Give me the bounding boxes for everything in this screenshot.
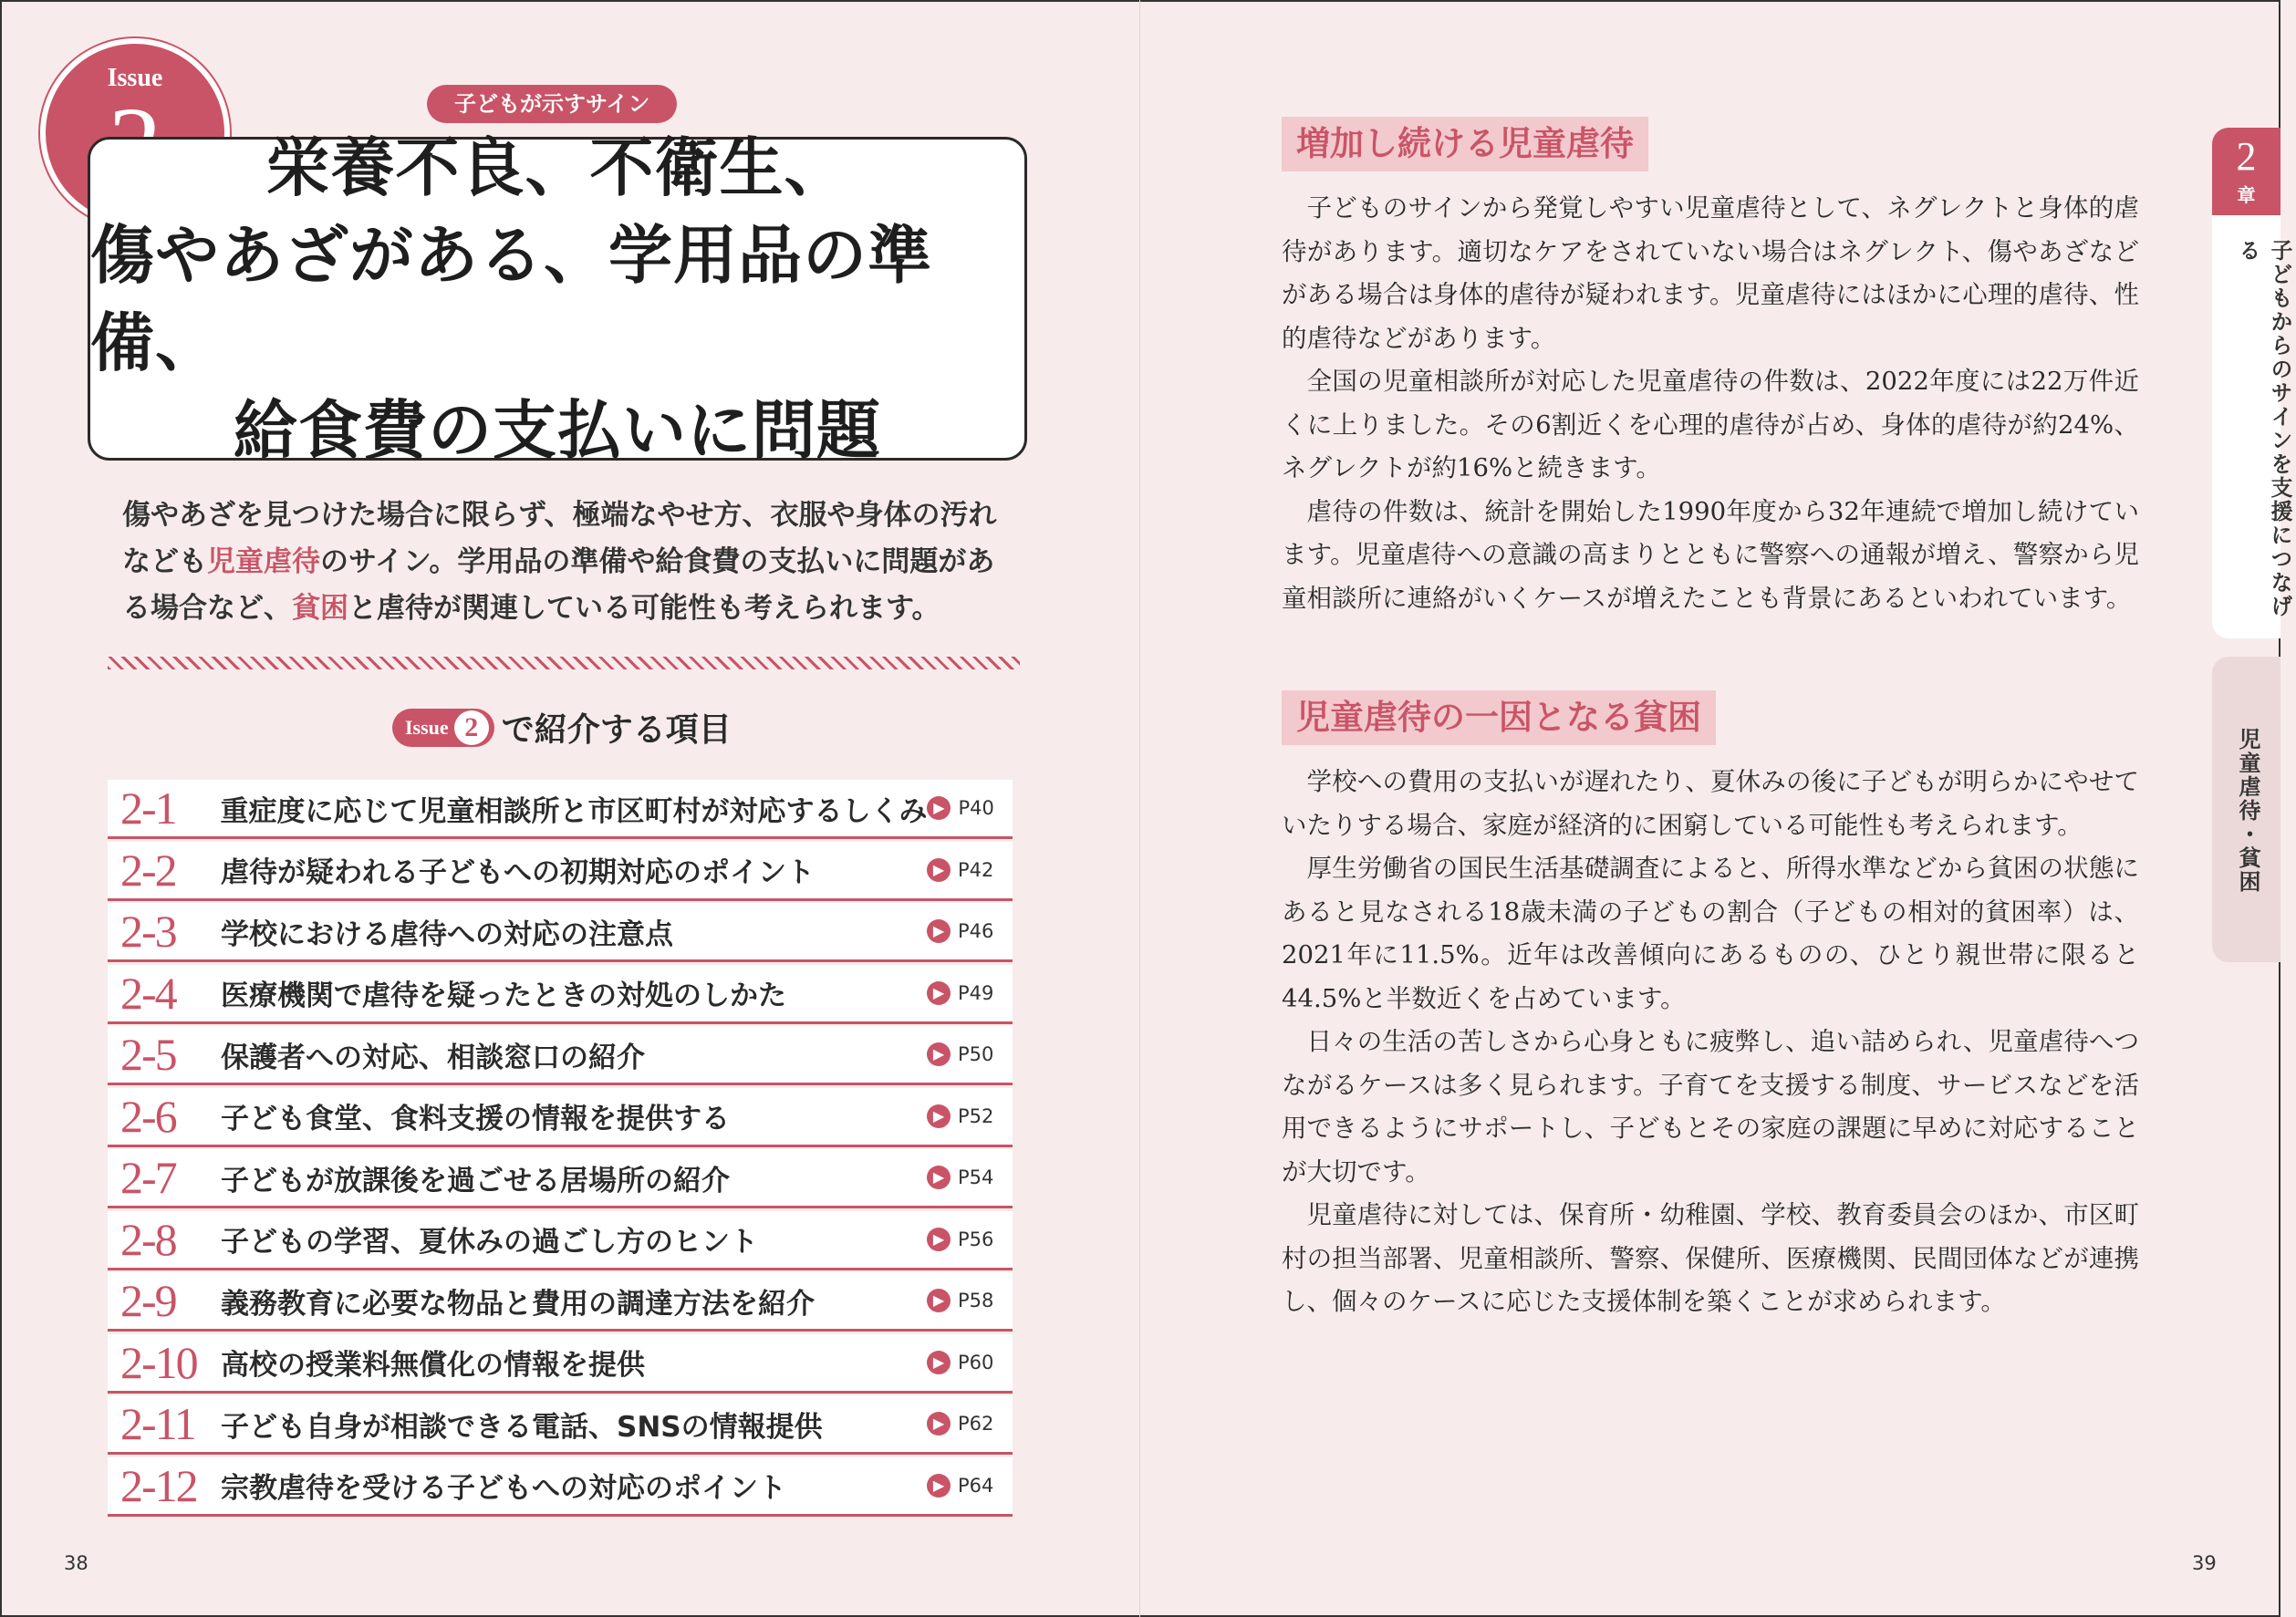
chapter-badge — [2212, 128, 2280, 215]
toc-page-number: P58 — [958, 1290, 994, 1311]
toc-page-number: P62 — [958, 1413, 994, 1435]
arrow-right-icon: ▶ — [927, 1104, 951, 1128]
section-heading-poverty: 児童虐待の一因となる貧困 — [1282, 690, 1716, 745]
page-number-right: 39 — [2192, 1552, 2217, 1574]
chapter-title: 子どもからのサインを支援につなげる — [2235, 239, 2292, 618]
arrow-right-icon: ▶ — [927, 1228, 951, 1251]
title-line-2: 傷やあざがある、学用品の準備、 — [90, 217, 932, 380]
toc-issue-number: 2 — [454, 710, 489, 745]
toc-item-label: 学校における虐待への対応の注意点 — [221, 917, 673, 951]
title-box — [88, 130, 1027, 468]
toc-issue-label: Issue — [405, 715, 449, 739]
toc-item-number: 2-4 — [120, 967, 176, 1019]
toc-page-number: P56 — [958, 1228, 994, 1250]
arrow-right-icon: ▶ — [927, 1166, 951, 1189]
toc-page-number: P49 — [958, 981, 994, 1004]
toc-item-number: 2-3 — [120, 906, 176, 957]
body-paragraph: 日々の生活の苦しさから心身ともに疲弊し、追い詰められ、児童虐待へつながるケースは多く見られます。子育てを支援する制度、サービスなどを活用できるようにサポートし、子どもとその家庭の課題に早めに対応することが大切です。 — [1282, 1027, 2139, 1187]
toc-page-link[interactable] — [927, 1351, 1013, 1374]
page-spine — [1139, 0, 1140, 1617]
body-paragraph: 厚生労働省の国民生活基礎調査によると、所得水準などから貧困の状態にあると見なされる18歳未満の子どもの割合（子どもの相対的貧困率）は、2021年に11.5%。近年は改善傾向にあるものの、ひとり親世帯に限ると44.5%と半数近くを占めています。 — [1282, 854, 2139, 1013]
section-body-increase — [1282, 187, 2139, 620]
arrow-right-icon: ▶ — [927, 1412, 951, 1436]
toc-page-number: P64 — [958, 1474, 994, 1497]
page-number-left: 38 — [64, 1552, 88, 1574]
section-side-tab[interactable] — [2212, 657, 2280, 962]
toc-list — [108, 780, 1013, 1519]
toc-item-number: 2-6 — [120, 1090, 176, 1142]
toc-item-number: 2-12 — [120, 1459, 197, 1511]
toc-heading-text: で紹介する項目 — [501, 711, 732, 749]
toc-row[interactable] — [108, 842, 1013, 901]
toc-page-number: P42 — [958, 858, 994, 881]
toc-item-number: 2-9 — [120, 1275, 176, 1326]
toc-page-number: P60 — [958, 1351, 994, 1373]
toc-item-number: 2-10 — [120, 1336, 197, 1388]
intro-part-2: のサイン。学用品の準備や給食費の支払いに問題がある場合など、 — [122, 545, 995, 625]
toc-item-number: 2-8 — [120, 1213, 176, 1265]
toc-page-link[interactable] — [927, 1412, 1013, 1436]
toc-item-label: 医療機関で虐待を疑ったときの対処のしかた — [221, 980, 786, 1012]
toc-row[interactable] — [108, 965, 1013, 1024]
toc-page-number: P46 — [958, 920, 994, 942]
toc-item-label: 子ども自身が相談できる電話、SNSの情報提供 — [221, 1410, 823, 1444]
toc-page-number: P54 — [958, 1166, 994, 1188]
intro-highlight-poverty: 貧困 — [292, 592, 348, 625]
body-paragraph: 児童虐待に対しては、保育所・幼稚園、学校、教育委員会のほか、市区町村の担当部署、児童相談所、警察、保健所、医療機関、民間団体などが連携し、個々のケースに応じた支援体制を築くことが求められます。 — [1282, 1200, 2139, 1316]
toc-page-link[interactable] — [927, 1474, 1013, 1498]
intro-part-3: と虐待が関連している可能性も考えられます。 — [348, 592, 940, 625]
toc-item-label: 子ども食堂、食料支援の情報を提供する — [221, 1103, 730, 1135]
toc-page-link[interactable] — [927, 981, 1013, 1005]
toc-page-link[interactable] — [927, 1289, 1013, 1312]
toc-page-number: P40 — [958, 797, 994, 819]
toc-item-number: 2-2 — [120, 844, 176, 896]
toc-row[interactable] — [108, 1211, 1013, 1270]
arrow-right-icon: ▶ — [927, 858, 951, 882]
toc-page-number: P50 — [958, 1043, 994, 1065]
toc-row[interactable] — [108, 1457, 1013, 1517]
toc-item-label: 高校の授業料無償化の情報を提供 — [221, 1349, 645, 1382]
arrow-right-icon: ▶ — [927, 1289, 951, 1312]
toc-item-label: 保護者への対応、相談窓口の紹介 — [221, 1041, 645, 1074]
toc-page-link[interactable] — [927, 796, 1013, 820]
toc-page-link[interactable] — [927, 1042, 1013, 1066]
intro-text — [122, 492, 1016, 632]
toc-page-link[interactable] — [927, 1104, 1013, 1128]
toc-page-link[interactable] — [927, 919, 1013, 943]
arrow-right-icon: ▶ — [927, 796, 951, 820]
section-body-poverty — [1282, 761, 2139, 1324]
toc-page-number: P52 — [958, 1104, 994, 1127]
toc-page-link[interactable] — [927, 1228, 1013, 1251]
toc-row[interactable] — [108, 903, 1013, 962]
divider-stripes — [108, 657, 1020, 669]
toc-row[interactable] — [108, 1395, 1013, 1455]
toc-item-number: 2-1 — [120, 783, 176, 834]
toc-row[interactable] — [108, 1026, 1013, 1085]
toc-item-label: 重症度に応じて児童相談所と市区町村が対応するしくみ — [220, 794, 928, 828]
toc-page-link[interactable] — [927, 1166, 1013, 1189]
toc-heading — [392, 704, 732, 751]
section-tab-title: 児童虐待・貧困 — [2235, 728, 2260, 894]
chapter-kanji: 章 — [2237, 184, 2256, 206]
body-paragraph: 全国の児童相談所が対応した児童虐待の件数は、2022年度には22万件近くに上りました。その6割近くを心理的虐待が占め、身体的虐待が約24%、ネグレクトが約16%と続きます。 — [1282, 367, 2139, 482]
body-paragraph: 虐待の件数は、統計を開始した1990年度から32年連続で増加し続けています。児童虐待への意識の高まりとともに警察への通報が増え、警察から児童相談所に連絡がいくケースが増えたことも背景にあるといわれています。 — [1282, 496, 2139, 613]
toc-item-label: 宗教虐待を受ける子どもへの対応のポイント — [221, 1472, 786, 1505]
toc-row[interactable] — [108, 1272, 1013, 1332]
sign-tag: 子どもが示すサイン — [427, 85, 677, 123]
toc-page-link[interactable] — [927, 858, 1013, 882]
toc-item-label: 虐待が疑われる子どもへの初期対応のポイント — [221, 856, 815, 889]
arrow-right-icon: ▶ — [927, 981, 951, 1005]
intro-highlight-abuse: 児童虐待 — [207, 545, 320, 578]
issue-label: Issue — [107, 64, 163, 92]
toc-item-label: 義務教育に必要な物品と費用の調達方法を紹介 — [221, 1287, 815, 1321]
chapter-number: 2 — [2236, 134, 2257, 179]
toc-item-number: 2-7 — [120, 1152, 176, 1203]
title-line-1: 栄養不良、不衛生、 — [265, 130, 849, 205]
arrow-right-icon: ▶ — [927, 1042, 951, 1066]
toc-issue-pill — [392, 709, 494, 747]
toc-row[interactable] — [108, 780, 1013, 839]
toc-row[interactable] — [108, 1334, 1013, 1394]
body-paragraph: 子どものサインから発覚しやすい児童虐待として、ネグレクトと身体的虐待があります。適切なケアをされていない場合はネグレクト、傷やあざなどがある場合は身体的虐待が疑われます。児童虐待にはほかに心理的虐待、性的虐待などがあります。 — [1282, 193, 2139, 353]
intro-part-1: 傷やあざを見つけた場合に限らず、極端なやせ方、衣服や身体の汚れなども — [122, 499, 997, 578]
toc-row[interactable] — [108, 1088, 1013, 1147]
title-line-3: 給食費の支払いに問題 — [234, 392, 881, 468]
toc-item-number: 2-5 — [120, 1029, 176, 1080]
chapter-side-tab[interactable] — [2212, 128, 2292, 638]
section-heading-increase: 増加し続ける児童虐待 — [1282, 117, 1648, 171]
body-paragraph: 学校への費用の支払いが遅れたり、夏休みの後に子どもが明らかにやせていたりする場合、家庭が経済的に困窮している可能性も考えられます。 — [1282, 767, 2139, 840]
toc-item-label: 子どもが放課後を過ごせる居場所の紹介 — [221, 1164, 730, 1197]
arrow-right-icon: ▶ — [927, 919, 951, 943]
toc-item-number: 2-11 — [120, 1398, 195, 1449]
toc-item-label: 子どもの学習、夏休みの過ごし方のヒント — [221, 1226, 758, 1259]
arrow-right-icon: ▶ — [927, 1474, 951, 1498]
toc-row[interactable] — [108, 1149, 1013, 1208]
arrow-right-icon: ▶ — [927, 1351, 951, 1374]
